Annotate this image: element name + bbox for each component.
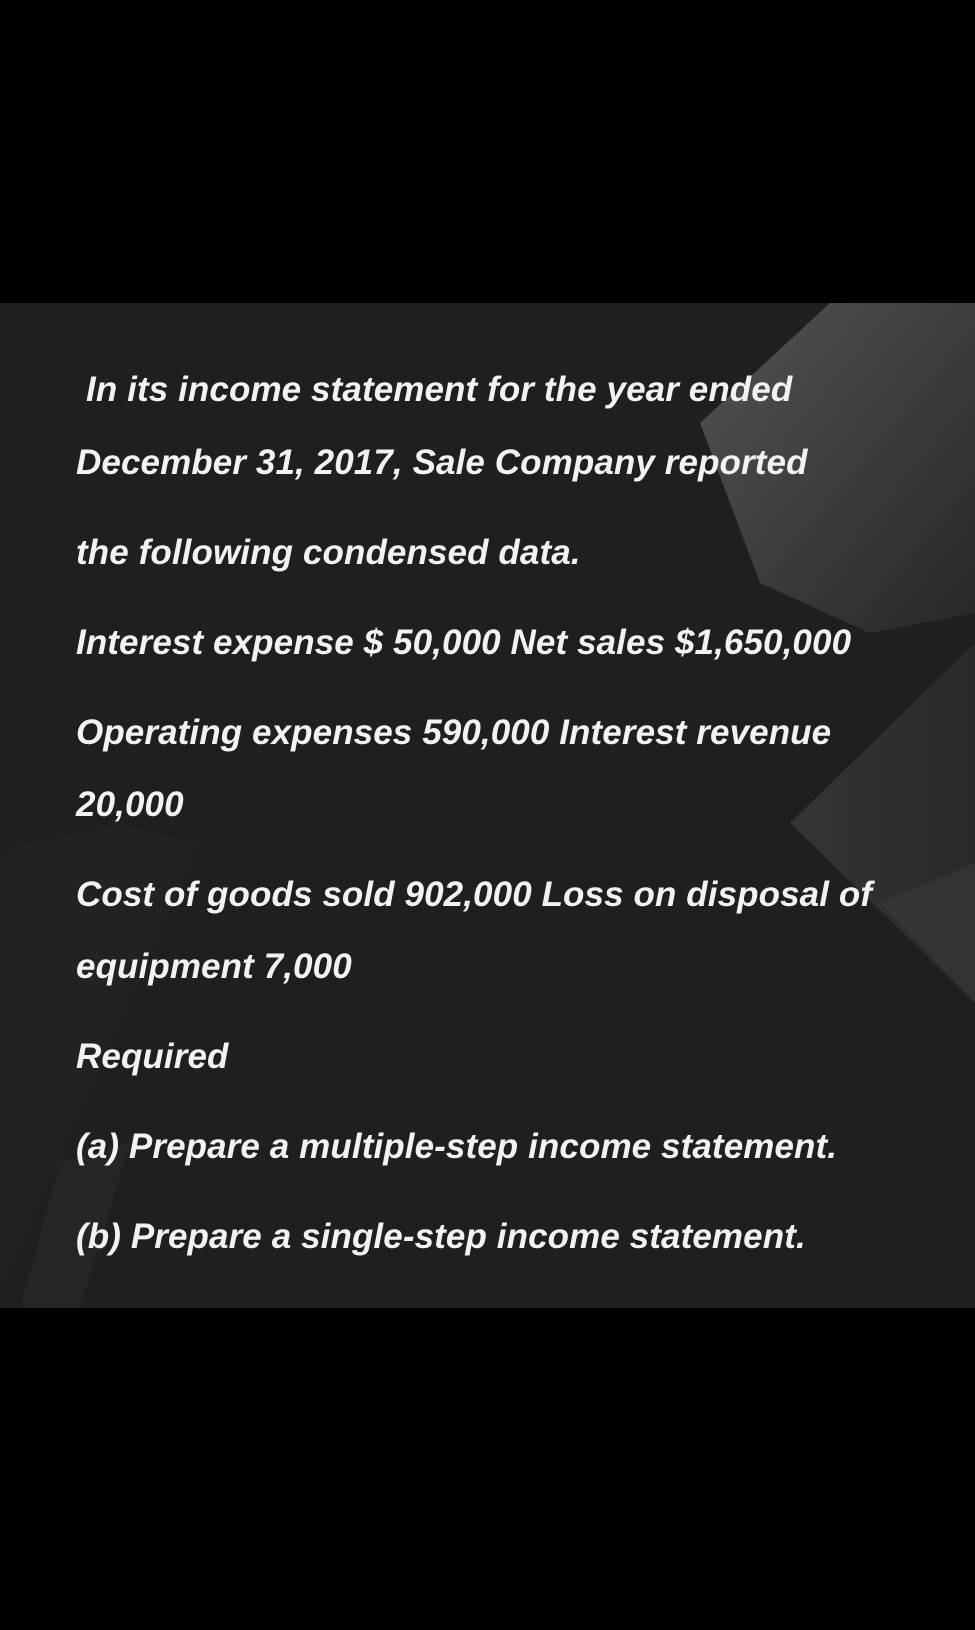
question-line-2: December 31, 2017, Sale Company reported bbox=[76, 443, 808, 482]
question-line-1: In its income statement for the year ended bbox=[86, 370, 793, 409]
data-line-equipment-loss: equipment 7,000 bbox=[76, 947, 352, 986]
requirement-a: (a) Prepare a multiple-step income statement. bbox=[76, 1127, 838, 1166]
requirement-b: (b) Prepare a single-step income statement. bbox=[76, 1217, 806, 1256]
data-line-interest-expense: Interest expense $ 50,000 Net sales $1,650,000 bbox=[76, 623, 852, 662]
required-heading: Required bbox=[76, 1037, 229, 1076]
data-line-operating-expenses: Operating expenses 590,000 Interest revenue bbox=[76, 713, 832, 752]
data-line-interest-revenue-amount: 20,000 bbox=[76, 785, 184, 824]
data-line-cost-of-goods-sold: Cost of goods sold 902,000 Loss on disposal of bbox=[76, 875, 873, 914]
question-line-3: the following condensed data. bbox=[76, 533, 581, 572]
